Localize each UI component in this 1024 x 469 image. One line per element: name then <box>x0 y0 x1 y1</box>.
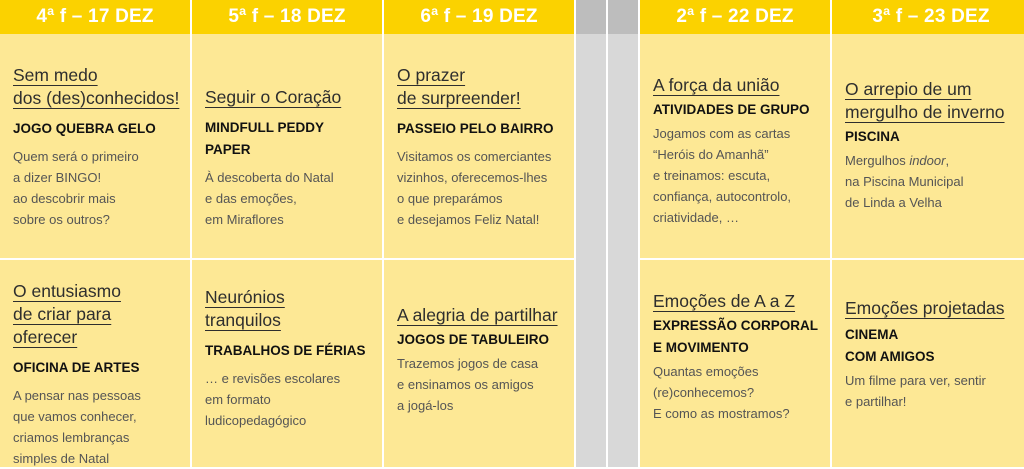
weekend-gap <box>576 34 606 467</box>
desc-line: sobre os outros? <box>13 212 110 227</box>
activity-cell <box>640 34 830 260</box>
activity-description <box>397 146 564 230</box>
activity-title <box>653 290 820 313</box>
desc-line: Visitamos os comerciantes <box>397 149 552 164</box>
day-header: 4ª f – 17 DEZ <box>0 0 190 34</box>
activity-title <box>653 74 820 97</box>
title-line: O entusiasmo <box>13 281 121 301</box>
activity-name <box>653 315 820 359</box>
desc-line: e treinamos: escuta, <box>653 168 771 183</box>
activity-cell <box>640 260 830 467</box>
activity-line: E MOVIMENTO <box>653 340 749 355</box>
activity-name <box>13 357 180 379</box>
title-line: Neurónios <box>205 287 285 307</box>
activity-name <box>13 118 180 140</box>
title-line: O prazer <box>397 65 466 85</box>
desc-line: ludicopedagógico <box>205 413 307 428</box>
title-line: Sem medo <box>13 65 98 85</box>
activity-cell <box>832 34 1024 260</box>
title-line: de criar para oferecer <box>13 304 112 347</box>
desc-line: Mergulhos indoor, <box>845 153 950 168</box>
day-header: 5ª f – 18 DEZ <box>192 0 382 34</box>
title-line: tranquilos <box>205 310 281 330</box>
activity-title <box>205 86 372 109</box>
activity-line: PISCINA <box>845 129 900 144</box>
desc-line: em formato <box>205 392 271 407</box>
title-line: Emoções de A a Z <box>653 291 796 311</box>
activity-line: JOGOS DE TABULEIRO <box>397 332 550 347</box>
activity-title <box>397 64 564 110</box>
title-line: dos (des)conhecidos! <box>13 88 180 108</box>
activity-title <box>13 64 180 110</box>
desc-line: na Piscina Municipal <box>845 174 964 189</box>
activity-cell <box>0 34 190 260</box>
desc-line: E como as mostramos? <box>653 406 790 421</box>
activity-cell <box>832 260 1024 467</box>
title-line: Seguir o Coração <box>205 87 342 107</box>
weekend-header <box>576 0 606 34</box>
desc-line: A pensar nas pessoas <box>13 388 141 403</box>
title-line: O arrepio de um <box>845 79 972 99</box>
desc-line: criatividade, … <box>653 210 739 225</box>
activity-cell <box>0 260 190 467</box>
weekend-header <box>608 0 638 34</box>
activity-cell <box>192 34 382 260</box>
title-line: A força da união <box>653 75 780 95</box>
desc-line: Trazemos jogos de casa <box>397 356 539 371</box>
desc-line: e ensinamos os amigos <box>397 377 534 392</box>
desc-line: a dizer BINGO! <box>13 170 102 185</box>
title-line: de surpreender! <box>397 88 521 108</box>
activity-line: CINEMA <box>845 327 899 342</box>
activity-name <box>397 329 564 351</box>
activity-description <box>397 353 564 416</box>
weekend-gap <box>608 34 638 467</box>
desc-line: Um filme para ver, sentir <box>845 373 986 388</box>
activity-cell <box>192 260 382 467</box>
activity-description <box>205 368 372 431</box>
desc-line: “Heróis do Amanhã” <box>653 147 769 162</box>
activity-description <box>13 385 180 469</box>
activity-line: PASSEIO PELO BAIRRO <box>397 121 554 136</box>
activity-description <box>205 167 372 230</box>
activity-name <box>653 99 820 121</box>
activity-line: TRABALHOS DE FÉRIAS <box>205 343 366 358</box>
desc-line: confiança, autocontrolo, <box>653 189 792 204</box>
activity-line: JOGO QUEBRA GELO <box>13 121 156 136</box>
desc-line: o que preparámos <box>397 191 503 206</box>
desc-line: ao descobrir mais <box>13 191 116 206</box>
desc-line: Quem será o primeiro <box>13 149 139 164</box>
desc-line: e partilhar! <box>845 394 907 409</box>
day-header: 6ª f – 19 DEZ <box>384 0 574 34</box>
activity-title <box>845 297 1020 320</box>
activity-name <box>205 117 372 161</box>
activity-cell <box>384 260 574 467</box>
activity-line: MINDFULL PEDDY PAPER <box>205 120 324 157</box>
activity-description <box>845 370 1020 412</box>
activity-description <box>13 146 180 230</box>
activity-title <box>845 78 1020 124</box>
title-line: Emoções projetadas <box>845 298 1005 318</box>
activity-line: OFICINA DE ARTES <box>13 360 140 375</box>
desc-line: de Linda a Velha <box>845 195 942 210</box>
desc-line: Jogamos com as cartas <box>653 126 791 141</box>
activity-name <box>845 126 1020 148</box>
desc-line: À descoberta do Natal <box>205 170 334 185</box>
activity-name <box>397 118 564 140</box>
activity-line: EXPRESSÃO CORPORAL <box>653 318 819 333</box>
activity-description <box>653 361 820 424</box>
desc-line: … e revisões escolares <box>205 371 341 386</box>
desc-line: (re)conhecemos? <box>653 385 755 400</box>
activity-description <box>845 150 1020 213</box>
activity-title <box>397 304 564 327</box>
activity-description <box>653 123 820 228</box>
desc-line: vizinhos, oferecemos-lhes <box>397 170 548 185</box>
title-line: A alegria de partilhar <box>397 305 558 325</box>
activity-title <box>205 286 372 332</box>
desc-line: em Miraflores <box>205 212 284 227</box>
desc-line: a jogá-los <box>397 398 454 413</box>
desc-line: e das emoções, <box>205 191 297 206</box>
day-header: 2ª f – 22 DEZ <box>640 0 830 34</box>
desc-line: e desejamos Feliz Natal! <box>397 212 540 227</box>
desc-line: simples de Natal <box>13 451 110 466</box>
desc-line: criamos lembranças <box>13 430 130 445</box>
desc-line: Quantas emoções <box>653 364 759 379</box>
day-header: 3ª f – 23 DEZ <box>832 0 1024 34</box>
activity-line: ATIVIDADES DE GRUPO <box>653 102 810 117</box>
title-line: mergulho de inverno <box>845 102 1005 122</box>
activity-name <box>845 324 1020 368</box>
activity-name <box>205 340 372 362</box>
desc-line: que vamos conhecer, <box>13 409 137 424</box>
activity-cell <box>384 34 574 260</box>
activity-line: COM AMIGOS <box>845 349 935 364</box>
activity-title <box>13 280 180 349</box>
